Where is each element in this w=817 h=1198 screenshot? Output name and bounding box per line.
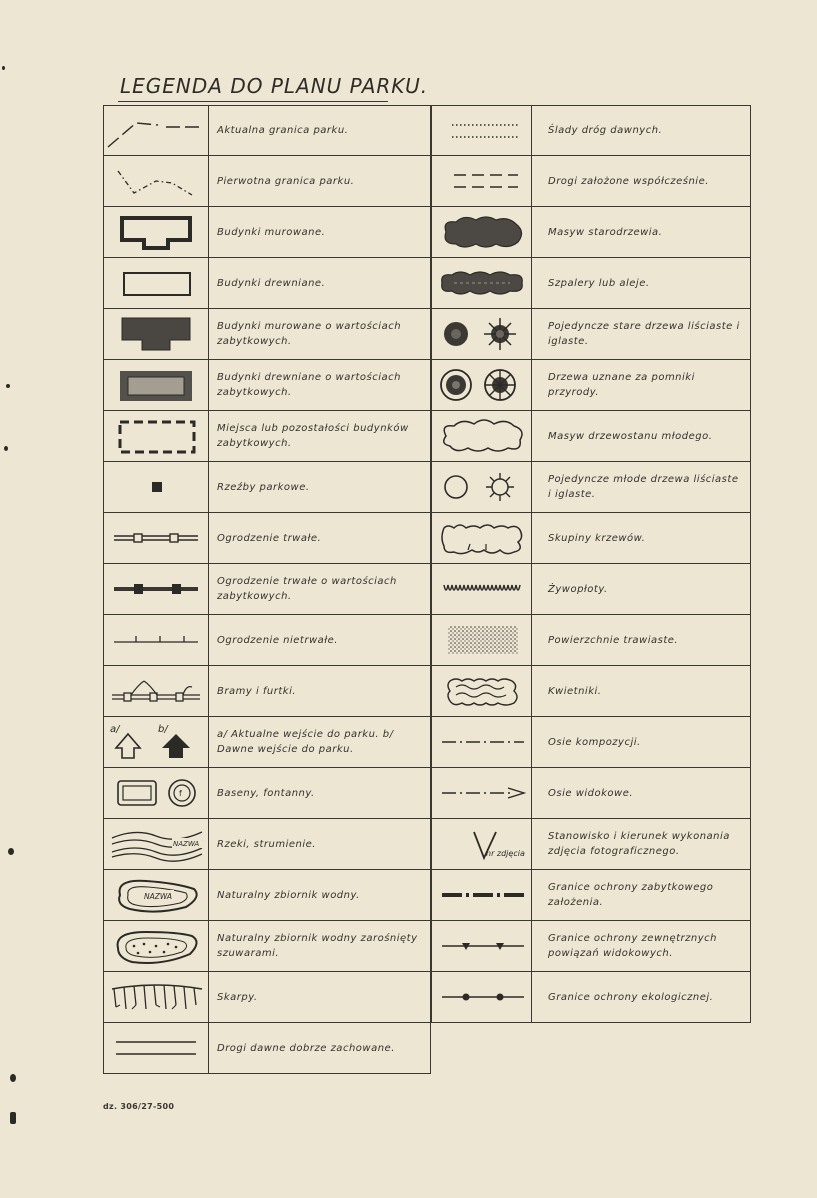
legend-row bbox=[431, 258, 751, 309]
river-icon bbox=[106, 822, 206, 866]
legend-row bbox=[431, 411, 751, 462]
historic-building-remains-icon bbox=[106, 414, 206, 458]
legend-row bbox=[103, 717, 431, 768]
flowerbed-icon bbox=[434, 669, 530, 713]
legend-row bbox=[103, 819, 431, 870]
legend-row bbox=[103, 258, 431, 309]
legend-desc: Budynki drewniane o wartościach zabytkowych. bbox=[217, 372, 401, 398]
legend-right-column bbox=[431, 105, 751, 1023]
pond-name-label: NAZWA bbox=[144, 892, 173, 901]
legend-row bbox=[431, 870, 751, 921]
legend-row bbox=[431, 207, 751, 258]
legend-row bbox=[431, 462, 751, 513]
alley-icon bbox=[434, 261, 530, 305]
scan-speck bbox=[4, 446, 8, 451]
permanent-fence-icon bbox=[106, 516, 206, 560]
legend-row bbox=[431, 768, 751, 819]
legend-row bbox=[431, 513, 751, 564]
young-tree-mass-icon bbox=[434, 414, 530, 458]
legend-desc: Aktualna granica parku. bbox=[217, 125, 349, 136]
escarpment-icon bbox=[106, 975, 206, 1019]
legend-row bbox=[103, 870, 431, 921]
scan-speck bbox=[2, 66, 5, 70]
legend-row bbox=[103, 615, 431, 666]
legend-row bbox=[103, 1023, 431, 1074]
legend-desc: Miejsca lub pozostałości budynków zabytkowych. bbox=[217, 423, 409, 449]
legend-row bbox=[431, 615, 751, 666]
entrance-label-a: a/ bbox=[110, 724, 120, 735]
legend-row bbox=[431, 564, 751, 615]
legend-row bbox=[103, 156, 431, 207]
legend-desc: Szpalery lub aleje. bbox=[548, 277, 650, 289]
legend-desc: Masyw drzewostanu młodego. bbox=[548, 430, 713, 442]
gates-icon bbox=[106, 669, 206, 713]
legend-desc: Budynki murowane. bbox=[217, 226, 326, 238]
legend-desc: Stanowisko i kierunek wykonania zdjęcia fotograficznego. bbox=[548, 831, 730, 857]
legend-desc: Granice ochrony zabytkowego założenia. bbox=[548, 882, 714, 908]
historic-wooden-building-icon bbox=[106, 363, 206, 407]
legend-row bbox=[103, 564, 431, 615]
legend-desc: Budynki murowane o wartościach zabytkowych. bbox=[217, 321, 402, 347]
legend-row bbox=[431, 666, 751, 717]
legend-desc: Naturalny zbiornik wodny zarośnięty szuwarami. bbox=[217, 933, 418, 959]
title-underline bbox=[118, 101, 388, 102]
ecological-protection-boundary-icon bbox=[434, 975, 530, 1019]
legend-row bbox=[103, 666, 431, 717]
legend-desc: Żywopłoty. bbox=[548, 583, 608, 595]
single-young-trees-icon bbox=[434, 465, 530, 509]
legend-desc: Ogrodzenie trwałe. bbox=[217, 532, 322, 544]
park-boundary-original-icon bbox=[106, 159, 206, 203]
legend-row bbox=[103, 513, 431, 564]
modern-roads-icon bbox=[434, 159, 530, 203]
legend-desc: Ogrodzenie trwałe o wartościach zabytkowych. bbox=[217, 576, 397, 602]
old-road-traces-icon bbox=[434, 109, 530, 153]
legend-row bbox=[431, 972, 751, 1023]
legend-desc: a/ Aktualne wejście do parku. b/ Dawne wejście do parku. bbox=[217, 729, 394, 755]
legend-row bbox=[103, 105, 431, 156]
legend-row bbox=[431, 819, 751, 870]
overgrown-pond-icon bbox=[106, 924, 206, 968]
old-roads-preserved-icon bbox=[106, 1026, 206, 1070]
legend-row bbox=[431, 309, 751, 360]
lawn-icon bbox=[434, 618, 530, 662]
historic-brick-building-icon bbox=[106, 312, 206, 356]
legend-row bbox=[431, 156, 751, 207]
legend-row bbox=[431, 717, 751, 768]
wooden-building-icon bbox=[106, 261, 206, 305]
legend-row bbox=[431, 921, 751, 972]
legend-row bbox=[103, 360, 431, 411]
legend-desc: Pojedyncze stare drzewa liściaste i iglaste. bbox=[548, 321, 740, 347]
legend-desc: Granice ochrony ekologicznej. bbox=[548, 991, 714, 1003]
legend-desc: Kwietniki. bbox=[548, 685, 602, 697]
svg-text:f: f bbox=[179, 789, 182, 798]
composition-axis-icon bbox=[434, 720, 530, 764]
legend-desc: Pojedyncze młode drzewa liściaste i iglaste. bbox=[548, 474, 739, 500]
photo-position-icon bbox=[434, 822, 530, 866]
legend-desc: Powierzchnie trawiaste. bbox=[548, 634, 679, 646]
legend-row bbox=[103, 462, 431, 513]
pool-fountain-icon bbox=[106, 771, 206, 815]
temporary-fence-icon bbox=[106, 618, 206, 662]
legend-desc: Bramy i furtki. bbox=[217, 685, 297, 697]
view-axis-icon bbox=[434, 771, 530, 815]
natural-pond-icon bbox=[106, 873, 206, 917]
river-name-label: NAZWA bbox=[173, 840, 200, 848]
entrance-label-b: b/ bbox=[158, 724, 168, 735]
natural-monument-trees-icon bbox=[434, 363, 530, 407]
legend-desc: Rzeki, strumienie. bbox=[217, 838, 316, 850]
legend-desc: Rzeźby parkowe. bbox=[217, 481, 310, 493]
legend-desc: Granice ochrony zewnętrznych powiązań widokowych. bbox=[548, 933, 717, 959]
legend-row bbox=[103, 411, 431, 462]
legend-row bbox=[103, 768, 431, 819]
legend-row bbox=[431, 105, 751, 156]
legend-desc: Osie kompozycji. bbox=[548, 736, 641, 748]
legend-desc: Baseny, fontanny. bbox=[217, 787, 315, 799]
hedges-icon bbox=[434, 567, 530, 611]
legend-row bbox=[103, 309, 431, 360]
legend-desc: Drzewa uznane za pomniki przyrody. bbox=[548, 372, 695, 398]
legend-desc: Drogi założone współcześnie. bbox=[548, 175, 709, 187]
legend-desc: Skupiny krzewów. bbox=[548, 532, 646, 544]
legend-title: LEGENDA DO PLANU PARKU. bbox=[120, 74, 429, 98]
legend-desc: Pierwotna granica parku. bbox=[217, 175, 355, 187]
legend-desc: Ogrodzenie nietrwałe. bbox=[217, 634, 338, 646]
legend-table bbox=[103, 105, 751, 1076]
scan-speck bbox=[10, 1112, 16, 1124]
park-entrance-icon bbox=[106, 720, 206, 764]
legend-row bbox=[431, 360, 751, 411]
legend-desc: Osie widokowe. bbox=[548, 787, 634, 799]
old-tree-mass-icon bbox=[434, 210, 530, 254]
photo-number-label: nr zdjęcia bbox=[485, 849, 525, 858]
view-protection-boundary-icon bbox=[434, 924, 530, 968]
legend-desc: Budynki drewniane. bbox=[217, 277, 326, 289]
legend-desc: Masyw starodrzewia. bbox=[548, 226, 663, 238]
legend-desc: Skarpy. bbox=[217, 991, 258, 1003]
legend-left-column bbox=[103, 105, 431, 1074]
single-old-trees-icon bbox=[434, 312, 530, 356]
legend-row bbox=[103, 207, 431, 258]
brick-building-icon bbox=[106, 210, 206, 254]
scan-speck bbox=[8, 848, 14, 855]
scan-speck bbox=[6, 384, 10, 388]
legend-row bbox=[103, 921, 431, 972]
monument-protection-boundary-icon bbox=[434, 873, 530, 917]
scan-speck bbox=[10, 1074, 16, 1082]
park-boundary-current-icon bbox=[106, 109, 206, 153]
legend-desc: Naturalny zbiornik wodny. bbox=[217, 889, 360, 901]
shrub-groups-icon bbox=[434, 516, 530, 560]
park-sculpture-icon bbox=[106, 465, 206, 509]
historic-permanent-fence-icon bbox=[106, 567, 206, 611]
legend-desc: Ślady dróg dawnych. bbox=[548, 125, 663, 136]
legend-desc: Drogi dawne dobrze zachowane. bbox=[217, 1042, 395, 1054]
archive-stamp: dz. 306/27-500 bbox=[103, 1102, 175, 1111]
legend-row bbox=[103, 972, 431, 1023]
